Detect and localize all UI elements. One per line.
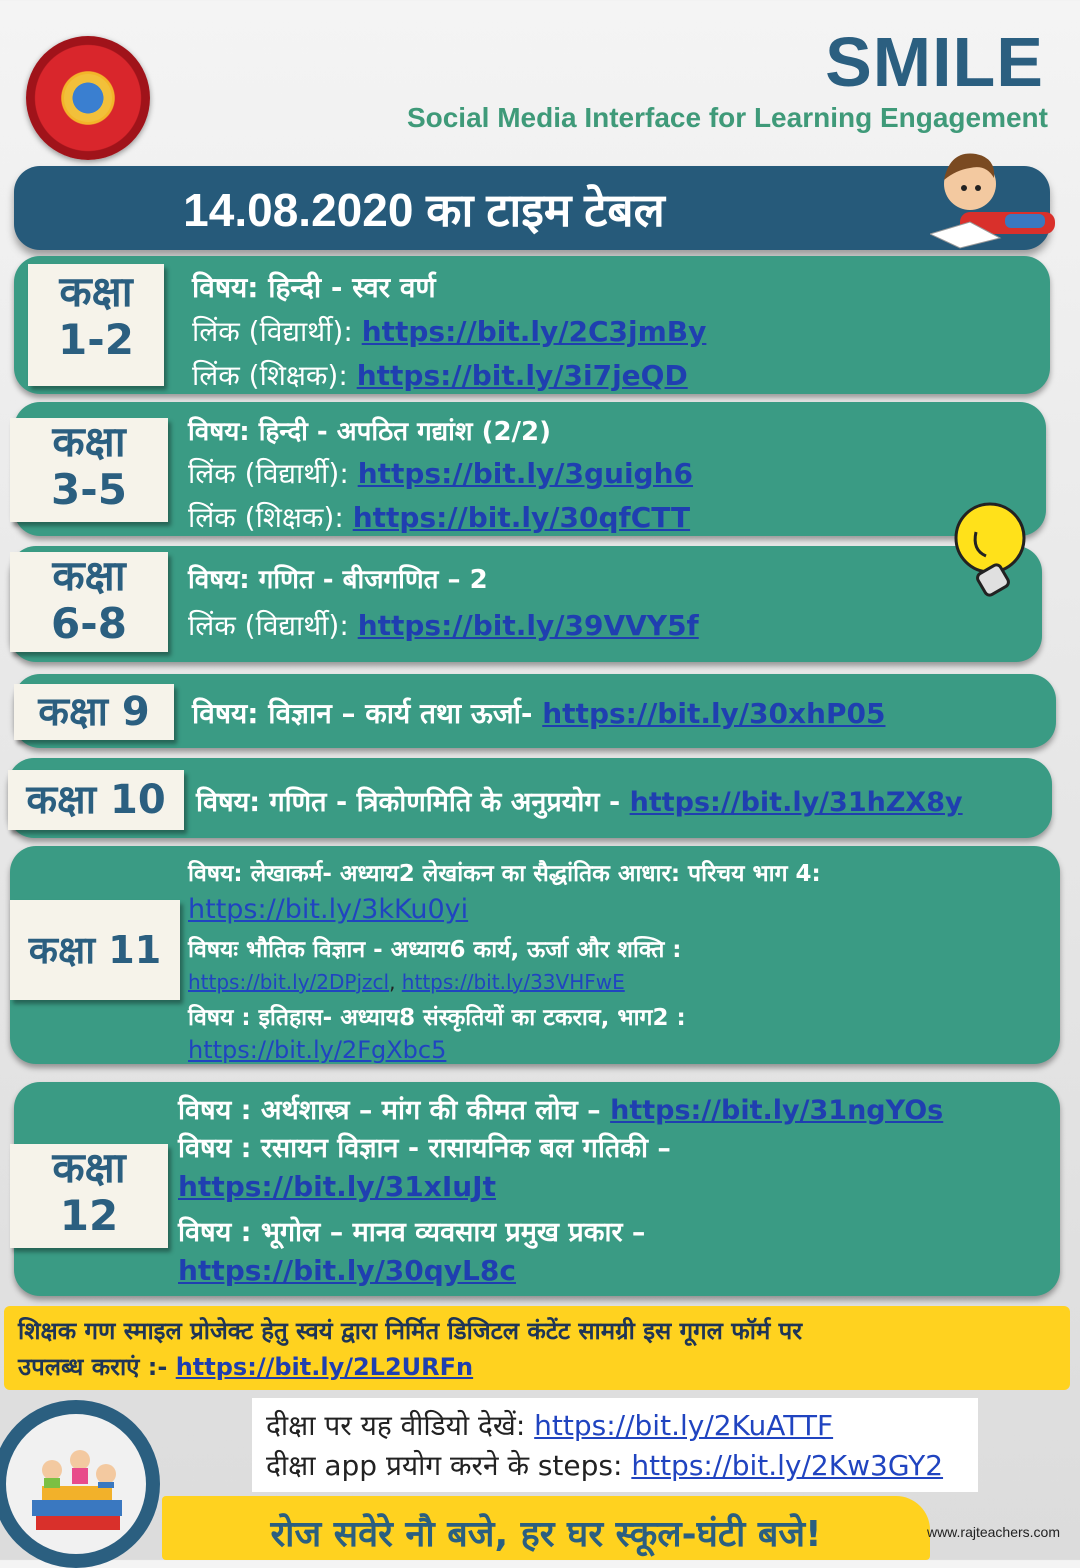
student-link[interactable]: https://bit.ly/3guigh6 bbox=[357, 457, 694, 490]
class-10-label: कक्षा 10 bbox=[8, 770, 184, 830]
class-6-8-label bbox=[10, 552, 168, 652]
class-label-word: कक्षा bbox=[59, 267, 133, 316]
notice-line-1: शिक्षक गण स्माइल प्रोजेक्ट हेतु स्वयं द्वारा निर्मित डिजिटल कंटेंट सामग्री इस गूगल फॉर्म पर bbox=[18, 1317, 803, 1345]
class-1-2-subject: विषय: हिन्दी - स्वर वर्ण bbox=[192, 271, 436, 304]
class-10-subject: विषय: गणित - त्रिकोणमिति के अनुप्रयोग - bbox=[196, 787, 630, 818]
class-6-8-student-line bbox=[188, 606, 699, 644]
class-label-word: कक्षा bbox=[52, 417, 126, 466]
kids-on-books-icon bbox=[22, 1430, 132, 1540]
class-11-link-3-line bbox=[188, 1036, 446, 1064]
class-label-range: 1-2 bbox=[58, 315, 134, 365]
notice-line-2 bbox=[18, 1350, 473, 1383]
class-11-label: कक्षा 11 bbox=[10, 900, 180, 1000]
class-12-label bbox=[10, 1144, 168, 1248]
class-1-2-label bbox=[28, 264, 164, 386]
class-12-subject-3: विषय : भूगोल – मानव व्यवसाय प्रमुख प्रकार – bbox=[178, 1217, 646, 1248]
class-6-8-subject: विषय: गणित - बीजगणित – 2 bbox=[188, 565, 488, 595]
slogan-text: रोज सवेरे नौ बजे, हर घर स्कूल-घंटी बजे! bbox=[270, 1514, 822, 1555]
class-11-subject-1: विषय: लेखाकर्म- अध्याय2 लेखांकन का सैद्धांतिक आधार: परिचय भाग 4: bbox=[188, 861, 821, 887]
class-label-word: कक्षा bbox=[52, 1143, 126, 1192]
notice-prefix: उपलब्ध कराएं :- bbox=[18, 1353, 176, 1381]
class-11-link-3[interactable]: https://bit.ly/2FgXbc5 bbox=[188, 1036, 447, 1064]
class-11-subject-2: विषयः भौतिक विज्ञान - अध्याय6 कार्य, ऊर्जा और शक्ति : bbox=[188, 937, 682, 963]
class-9-line bbox=[192, 694, 885, 732]
google-form-link[interactable]: https://bit.ly/2L2URFn bbox=[175, 1353, 474, 1381]
student-link-prefix: लिंक (विद्यार्थी): bbox=[188, 457, 358, 490]
diksha-video-text: दीक्षा पर यह वीडियो देखें: bbox=[266, 1409, 535, 1442]
class-12-subject-1: विषय : अर्थशास्त्र – मांग की कीमत लोच – bbox=[178, 1095, 611, 1126]
diksha-app-link[interactable]: https://bit.ly/2Kw3GY2 bbox=[631, 1449, 944, 1482]
smile-subtitle: Social Media Interface for Learning Engagement bbox=[406, 102, 1048, 133]
rajasthan-logo bbox=[26, 36, 150, 160]
class-12-subject-2: विषय : रसायन विज्ञान - रासायनिक बल गतिकी – bbox=[178, 1133, 671, 1164]
class-label-range: 6-8 bbox=[51, 599, 127, 649]
teacher-link-prefix: लिंक (शिक्षक): bbox=[188, 501, 353, 534]
link-separator: , bbox=[389, 970, 402, 994]
diksha-app-text: दीक्षा app प्रयोग करने के steps: bbox=[266, 1449, 632, 1482]
class-10-line bbox=[196, 782, 963, 819]
student-link[interactable]: https://bit.ly/39VVY5f bbox=[357, 609, 699, 642]
diksha-app-line bbox=[266, 1446, 943, 1484]
class-11-link-2-line bbox=[188, 970, 625, 994]
class-3-5-teacher-line bbox=[188, 498, 690, 536]
teacher-link[interactable]: https://bit.ly/3i7jeQD bbox=[356, 359, 688, 392]
class-label-range: 12 bbox=[59, 1191, 119, 1241]
class-1-2-teacher-line bbox=[192, 356, 688, 394]
lightbulb-icon bbox=[952, 498, 1032, 602]
teacher-link-prefix: लिंक (शिक्षक): bbox=[192, 359, 357, 392]
class-11-link-2a[interactable]: https://bit.ly/2DPjzcl bbox=[188, 970, 390, 994]
class-3-5-subject: विषय: हिन्दी - अपठित गद्यांश (2/2) bbox=[188, 417, 552, 447]
student-link-prefix: लिंक (विद्यार्थी): bbox=[192, 315, 362, 348]
student-link-prefix: लिंक (विद्यार्थी): bbox=[188, 609, 358, 642]
student-link[interactable]: https://bit.ly/2C3jmBy bbox=[361, 315, 707, 348]
class-12-link-2-line bbox=[178, 1170, 496, 1203]
class-9-subject: विषय: विज्ञान – कार्य तथा ऊर्जा- bbox=[192, 697, 543, 730]
class-9-label: कक्षा 9 bbox=[14, 684, 174, 740]
class-label-word: कक्षा bbox=[52, 551, 126, 600]
class-11-link-2b[interactable]: https://bit.ly/33VHFwE bbox=[401, 970, 625, 994]
class-12-link-2[interactable]: https://bit.ly/31xIuJt bbox=[178, 1170, 496, 1203]
class-3-5-student-line bbox=[188, 454, 693, 492]
reading-kid-icon bbox=[930, 142, 1060, 252]
class-1-2-student-line bbox=[192, 312, 706, 350]
website-credit: www.rajteachers.com bbox=[926, 1524, 1060, 1540]
class-12-link-1[interactable]: https://bit.ly/31ngYOs bbox=[610, 1095, 944, 1126]
class-11-subject-3: विषय : इतिहास- अध्याय8 संस्कृतियों का टकराव, भाग2 : bbox=[188, 1005, 686, 1031]
class-3-5-label bbox=[10, 418, 168, 522]
class-label-range: 3-5 bbox=[51, 465, 127, 515]
class-10-link[interactable]: https://bit.ly/31hZX8y bbox=[629, 787, 963, 818]
class-12-line-1 bbox=[178, 1090, 943, 1127]
smile-title: SMILE bbox=[825, 23, 1044, 101]
class-12-link-3-line bbox=[178, 1254, 516, 1287]
class-11-link-1-line bbox=[188, 894, 468, 925]
class-12-link-3[interactable]: https://bit.ly/30qyL8c bbox=[178, 1254, 516, 1287]
class-9-link[interactable]: https://bit.ly/30xhP05 bbox=[542, 697, 886, 730]
class-11-link-1[interactable]: https://bit.ly/3kKu0yi bbox=[188, 894, 469, 925]
banner-title: 14.08.2020 का टाइम टेबल bbox=[183, 184, 665, 236]
teacher-link[interactable]: https://bit.ly/30qfCTT bbox=[352, 501, 691, 534]
diksha-video-link[interactable]: https://bit.ly/2KuATTF bbox=[534, 1409, 834, 1442]
diksha-video-line bbox=[266, 1406, 833, 1444]
